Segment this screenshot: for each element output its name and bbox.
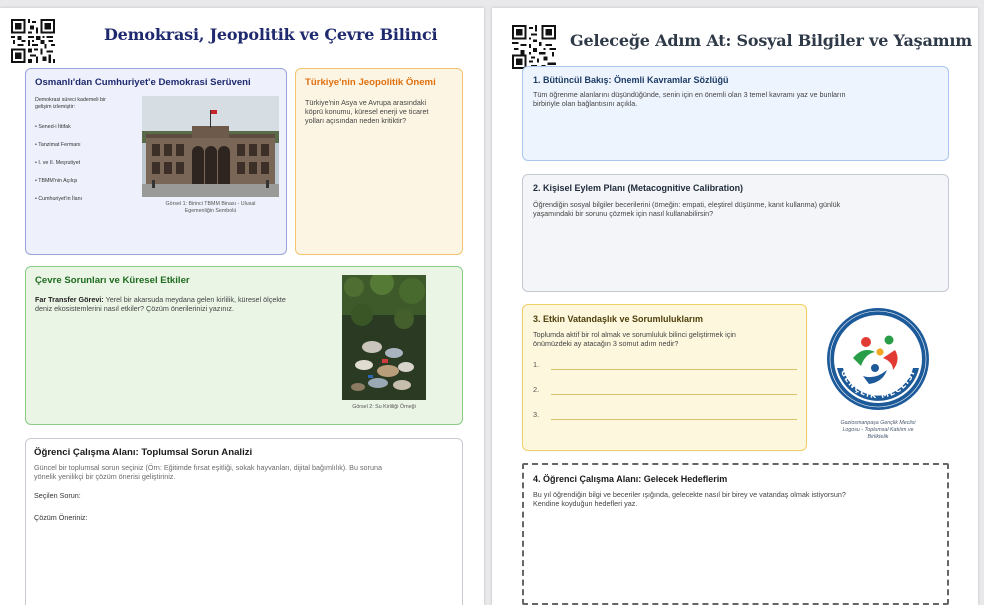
- list-item: • TBMM'nin Açılışı: [35, 178, 78, 184]
- logo-text-bottom: GENÇLİK MECLİSİ: [838, 368, 917, 401]
- step-number: 2.: [533, 385, 540, 394]
- section4-heading: 4. Öğrenci Çalışma Alanı: Gelecek Hedeflerim: [533, 474, 728, 484]
- left-page: [0, 8, 484, 605]
- workspace-instructions: Güncel bir toplumsal sorun seçiniz (Örn: Eğitimde fırsat eşitliği, sokak hayvanları, dijital bağımlılık). Bu soruna: [34, 463, 382, 472]
- logo-caption: Logosu - Toplumsal Katılım ve: [842, 427, 914, 433]
- section4-text: Bu yıl öğrendiğin bilgi ve beceriler ışığında, gelecekte nasıl bir birey ve vatandaş olmak istiyorsun?: [533, 490, 846, 499]
- answer-line[interactable]: [551, 419, 797, 420]
- image-caption: Görsel 2: Su Kirliliği Örneği: [352, 404, 416, 410]
- geopolitics-question: yolları açısından neden kritiktir?: [305, 116, 407, 125]
- task-label: Far Transfer Görevi:: [35, 295, 104, 304]
- democracy-heading: Osmanlı'dan Cumhuriyet'e Demokrasi Serüveni: [35, 77, 251, 88]
- workspace-heading: Öğrenci Çalışma Alanı: Toplumsal Sorun Analizi: [34, 447, 253, 458]
- section2-text: Öğrendiğin sosyal bilgiler becerilerini (örneğin: empati, eleştirel düşünme, kanıt kullanma) günlük: [533, 200, 841, 209]
- answer-line[interactable]: [551, 369, 797, 370]
- logo-caption: Birliktelik: [867, 434, 889, 440]
- geopolitics-question: köprü konumu, küresel enerji ve ticaret: [305, 107, 429, 116]
- qr-code-icon: [11, 19, 55, 63]
- image-caption: Egemenliğin Sembolü: [184, 208, 237, 214]
- future-goals-workspace[interactable]: [522, 463, 949, 605]
- logo-text-top: GAZİOSMANPAŞA: [837, 315, 919, 349]
- list-item: • I. ve II. Meşrutiyet: [35, 160, 81, 166]
- right-page: [492, 8, 978, 605]
- tbmm-building-image: [142, 96, 279, 197]
- youth-council-logo-icon: [825, 306, 931, 412]
- democracy-intro: Demokrasi süreci kademeli bir: [35, 97, 106, 103]
- geopolitics-heading: Türkiye'nin Jeopolitik Önemi: [305, 77, 436, 88]
- section4-text: Kendine koyduğun hedefleri yaz.: [533, 499, 638, 508]
- step-number: 3.: [533, 410, 540, 419]
- citizenship-card: [522, 304, 807, 451]
- action-plan-card: [522, 174, 949, 292]
- answer-line[interactable]: [551, 394, 797, 395]
- list-item: • Cumhuriyet'in İlanı: [35, 196, 83, 202]
- section3-heading: 3. Etkin Vatandaşlık ve Sorumluluklarım: [533, 314, 704, 324]
- section1-text: birbiriyle olan bağlantısını açıkla.: [533, 99, 638, 108]
- section3-text: Toplumda aktif bir rol almak ve sorumluluk bilinci geliştirmek için: [533, 330, 736, 339]
- image-caption: Görsel 1: Birinci TBMM Binası - Ulusal: [165, 201, 256, 207]
- page-title: Geleceğe Adım At: Sosyal Bilgiler ve Yaşamım: [570, 31, 972, 50]
- selected-problem-label: Seçilen Sorun:: [34, 491, 81, 500]
- geopolitics-question: Türkiye'nin Asya ve Avrupa arasındaki: [305, 98, 427, 107]
- section3-text: önümüzdeki ay atacağın 3 somut adım nedir?: [533, 339, 679, 348]
- page-title: Demokrasi, Jeopolitik ve Çevre Bilinci: [104, 25, 438, 44]
- section1-text: Tüm öğrenme alanlarını düşündüğünde, senin için en önemli olan 3 temel kavramı yaz ve bunların: [533, 90, 846, 99]
- water-pollution-image: [342, 275, 426, 400]
- section2-heading: 2. Kişisel Eylem Planı (Metacognitive Calibration): [533, 183, 744, 193]
- section2-text: yaşamındaki bir sorunu çözmek için nasıl kullanabilirsin?: [533, 209, 714, 218]
- step-number: 1.: [533, 360, 540, 369]
- democracy-card: [25, 68, 287, 255]
- list-item: • Tanzimat Fermanı: [35, 142, 81, 148]
- social-problem-workspace: [25, 438, 463, 605]
- environment-task: deniz ekosistemlerini nasıl etkiler? Çözüm önerilerinizi yazınız.: [35, 304, 234, 313]
- logo-caption: Gaziosmanpaşa Gençlik Meclisi: [840, 420, 916, 426]
- list-item: • Sened-i İttifak: [35, 124, 71, 130]
- concepts-glossary-card: [522, 66, 949, 161]
- workspace-instructions: yönelik yenilikçi bir çözüm önerisi geliştiriniz.: [34, 472, 176, 481]
- section1-heading: 1. Bütüncül Bakış: Önemli Kavramlar Sözlüğü: [533, 75, 729, 85]
- task-text: Yerel bir akarsuda meydana gelen kirlilik, küresel ölçekte: [105, 295, 286, 304]
- qr-code-icon: [512, 25, 556, 69]
- environment-heading: Çevre Sorunları ve Küresel Etkiler: [35, 275, 190, 286]
- environment-card: [25, 266, 463, 425]
- geopolitics-card: [295, 68, 463, 255]
- solution-label: Çözüm Öneriniz:: [34, 513, 88, 522]
- democracy-intro: gelişim izlemiştir:: [35, 104, 76, 110]
